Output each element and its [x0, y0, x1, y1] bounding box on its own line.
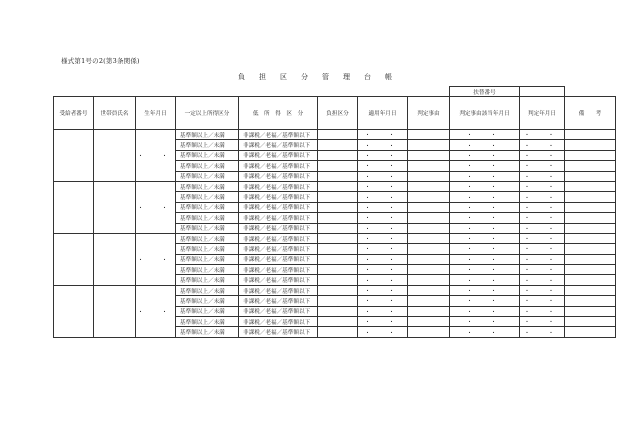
judgment-reason-cell[interactable]	[408, 202, 450, 212]
member-name-cell[interactable]	[94, 233, 136, 285]
page-title	[0, 72, 630, 82]
burden-category-cell[interactable]	[318, 213, 358, 223]
reason-date-cell[interactable]: ・ ・	[450, 161, 520, 171]
recipient-number-cell[interactable]	[54, 181, 94, 233]
applicable-date-cell[interactable]: ・ ・	[358, 296, 408, 306]
low-income-category-cell[interactable]: 非課税／老福／基準額以下	[239, 150, 318, 160]
column-header: 判定年月日	[520, 97, 565, 130]
judgment-date-cell[interactable]: ・ ・	[520, 265, 565, 275]
burden-category-cell[interactable]	[318, 171, 358, 181]
reason-date-cell[interactable]: ・ ・	[450, 223, 520, 233]
column-header: 世帯員氏名	[94, 97, 136, 130]
low-income-category-cell[interactable]: 非課税／老福／基準額以下	[239, 181, 318, 191]
low-income-category-cell[interactable]: 非課税／老福／基準額以下	[239, 233, 318, 243]
burden-category-cell[interactable]	[318, 265, 358, 275]
judgment-date-cell[interactable]: ・ ・	[520, 244, 565, 254]
remarks-cell[interactable]	[565, 202, 616, 212]
burden-category-cell[interactable]	[318, 181, 358, 191]
income-category-cell[interactable]: 基準額以上／未満	[176, 150, 239, 160]
applicable-date-cell[interactable]: ・ ・	[358, 306, 408, 316]
title-char: 区	[280, 73, 287, 81]
income-category-cell[interactable]: 基準額以上／未満	[176, 327, 239, 337]
judgment-date-cell[interactable]: ・ ・	[520, 317, 565, 327]
judgment-reason-cell[interactable]	[408, 327, 450, 337]
recipient-number-cell[interactable]	[54, 130, 94, 182]
judgment-date-cell[interactable]: ・ ・	[520, 327, 565, 337]
income-category-cell[interactable]: 基準額以上／未満	[176, 254, 239, 264]
reason-date-cell[interactable]: ・ ・	[450, 306, 520, 316]
judgment-date-cell[interactable]: ・ ・	[520, 161, 565, 171]
reason-date-cell[interactable]: ・ ・	[450, 150, 520, 160]
ledger-table	[53, 86, 616, 338]
reason-date-cell[interactable]: ・ ・	[450, 130, 520, 140]
column-header: 判定事由該当年月日	[450, 97, 520, 130]
member-name-cell[interactable]	[94, 285, 136, 337]
judgment-date-cell[interactable]: ・ ・	[520, 130, 565, 140]
judgment-reason-cell[interactable]	[408, 254, 450, 264]
low-income-category-cell[interactable]: 非課税／老福／基準額以下	[239, 223, 318, 233]
income-category-cell[interactable]: 基準額以上／未満	[176, 285, 239, 295]
reason-date-cell[interactable]: ・ ・	[450, 181, 520, 191]
burden-category-cell[interactable]	[318, 317, 358, 327]
income-category-cell[interactable]: 基準額以上／未満	[176, 213, 239, 223]
judgment-reason-cell[interactable]	[408, 244, 450, 254]
remarks-cell[interactable]	[565, 244, 616, 254]
table-row	[54, 130, 616, 140]
low-income-category-cell[interactable]: 非課税／老福／基準額以下	[239, 285, 318, 295]
judgment-date-cell[interactable]: ・ ・	[520, 285, 565, 295]
remarks-cell[interactable]	[565, 140, 616, 150]
applicable-date-cell[interactable]: ・ ・	[358, 192, 408, 202]
income-category-cell[interactable]: 基準額以上／未満	[176, 192, 239, 202]
remarks-cell[interactable]	[565, 213, 616, 223]
title-char: 管	[322, 73, 329, 81]
burden-category-cell[interactable]	[318, 233, 358, 243]
income-category-cell[interactable]: 基準額以上／未満	[176, 306, 239, 316]
applicable-date-cell[interactable]: ・ ・	[358, 161, 408, 171]
burden-category-cell[interactable]	[318, 254, 358, 264]
judgment-reason-cell[interactable]	[408, 140, 450, 150]
judgment-reason-cell[interactable]	[408, 233, 450, 243]
income-category-cell[interactable]: 基準額以上／未満	[176, 275, 239, 285]
judgment-date-cell[interactable]: ・ ・	[520, 233, 565, 243]
remarks-cell[interactable]	[565, 192, 616, 202]
remarks-cell[interactable]	[565, 327, 616, 337]
title-char: 分	[301, 73, 308, 81]
column-header: 一定以上所得区分	[176, 97, 239, 130]
judgment-reason-cell[interactable]	[408, 306, 450, 316]
judgment-reason-cell[interactable]	[408, 223, 450, 233]
judgment-reason-cell[interactable]	[408, 213, 450, 223]
table-row	[54, 285, 616, 295]
applicable-date-cell[interactable]: ・ ・	[358, 181, 408, 191]
burden-category-cell[interactable]	[318, 223, 358, 233]
income-category-cell[interactable]: 基準額以上／未満	[176, 244, 239, 254]
judgment-reason-cell[interactable]	[408, 130, 450, 140]
income-category-cell[interactable]: 基準額以上／未満	[176, 140, 239, 150]
reason-date-cell[interactable]: ・ ・	[450, 265, 520, 275]
judgment-reason-cell[interactable]	[408, 296, 450, 306]
reason-date-cell[interactable]: ・ ・	[450, 192, 520, 202]
applicable-date-cell[interactable]: ・ ・	[358, 213, 408, 223]
title-char: 負	[238, 73, 245, 81]
judgment-reason-cell[interactable]	[408, 275, 450, 285]
applicable-date-cell[interactable]: ・ ・	[358, 265, 408, 275]
birthdate-cell[interactable]: ・ ・	[136, 130, 176, 182]
income-category-cell[interactable]: 基準額以上／未満	[176, 130, 239, 140]
judgment-date-cell[interactable]: ・ ・	[520, 254, 565, 264]
applicable-date-cell[interactable]: ・ ・	[358, 275, 408, 285]
low-income-category-cell[interactable]: 非課税／老福／基準額以下	[239, 244, 318, 254]
burden-category-cell[interactable]	[318, 202, 358, 212]
income-category-cell[interactable]: 基準額以上／未満	[176, 202, 239, 212]
reason-date-cell[interactable]: ・ ・	[450, 296, 520, 306]
title-char: 担	[259, 73, 266, 81]
judgment-reason-cell[interactable]	[408, 181, 450, 191]
low-income-category-cell[interactable]: 非課税／老福／基準額以下	[239, 254, 318, 264]
income-category-cell[interactable]: 基準額以上／未満	[176, 233, 239, 243]
remarks-cell[interactable]	[565, 265, 616, 275]
judgment-date-cell[interactable]: ・ ・	[520, 202, 565, 212]
income-category-cell[interactable]: 基準額以上／未満	[176, 265, 239, 275]
judgment-reason-cell[interactable]	[408, 171, 450, 181]
low-income-category-cell[interactable]: 非課税／老福／基準額以下	[239, 171, 318, 181]
remarks-cell[interactable]	[565, 150, 616, 160]
low-income-category-cell[interactable]: 非課税／老福／基準額以下	[239, 327, 318, 337]
burden-category-cell[interactable]	[318, 192, 358, 202]
table-row	[54, 233, 616, 243]
member-name-cell[interactable]	[94, 130, 136, 182]
applicable-date-cell[interactable]: ・ ・	[358, 317, 408, 327]
judgment-date-cell[interactable]: ・ ・	[520, 223, 565, 233]
birthdate-cell[interactable]: ・ ・	[136, 285, 176, 337]
remarks-cell[interactable]	[565, 317, 616, 327]
applicable-date-cell[interactable]: ・ ・	[358, 130, 408, 140]
low-income-category-cell[interactable]: 非課税／老福／基準額以下	[239, 213, 318, 223]
burden-category-cell[interactable]	[318, 275, 358, 285]
remarks-cell[interactable]	[565, 171, 616, 181]
reason-date-cell[interactable]: ・ ・	[450, 317, 520, 327]
applicable-date-cell[interactable]: ・ ・	[358, 140, 408, 150]
burden-category-cell[interactable]	[318, 244, 358, 254]
remarks-cell[interactable]	[565, 233, 616, 243]
applicable-date-cell[interactable]: ・ ・	[358, 327, 408, 337]
reason-date-cell[interactable]: ・ ・	[450, 327, 520, 337]
low-income-category-cell[interactable]: 非課税／老福／基準額以下	[239, 192, 318, 202]
applicable-date-cell[interactable]: ・ ・	[358, 150, 408, 160]
judgment-date-cell[interactable]: ・ ・	[520, 306, 565, 316]
column-header: 備 考	[565, 97, 616, 130]
furikae-label: 扶替番号	[450, 87, 520, 97]
judgment-reason-cell[interactable]	[408, 265, 450, 275]
income-category-cell[interactable]: 基準額以上／未満	[176, 181, 239, 191]
remarks-cell[interactable]	[565, 130, 616, 140]
income-category-cell[interactable]: 基準額以上／未満	[176, 223, 239, 233]
remarks-cell[interactable]	[565, 285, 616, 295]
low-income-category-cell[interactable]: 非課税／老福／基準額以下	[239, 317, 318, 327]
burden-category-cell[interactable]	[318, 130, 358, 140]
reason-date-cell[interactable]: ・ ・	[450, 254, 520, 264]
judgment-reason-cell[interactable]	[408, 192, 450, 202]
burden-category-cell[interactable]	[318, 161, 358, 171]
applicable-date-cell[interactable]: ・ ・	[358, 202, 408, 212]
column-header: 低 所 得 区 分	[239, 97, 318, 130]
title-char: 帳	[385, 73, 392, 81]
burden-category-cell[interactable]	[318, 140, 358, 150]
judgment-date-cell[interactable]: ・ ・	[520, 150, 565, 160]
reason-date-cell[interactable]: ・ ・	[450, 140, 520, 150]
remarks-cell[interactable]	[565, 223, 616, 233]
column-header: 受給者番号	[54, 97, 94, 130]
burden-category-cell[interactable]	[318, 306, 358, 316]
judgment-reason-cell[interactable]	[408, 285, 450, 295]
income-category-cell[interactable]: 基準額以上／未満	[176, 161, 239, 171]
reason-date-cell[interactable]: ・ ・	[450, 244, 520, 254]
table-row	[54, 181, 616, 191]
reason-date-cell[interactable]: ・ ・	[450, 213, 520, 223]
income-category-cell[interactable]: 基準額以上／未満	[176, 171, 239, 181]
title-char: 理	[343, 73, 350, 81]
birthdate-cell[interactable]: ・ ・	[136, 233, 176, 285]
low-income-category-cell[interactable]: 非課税／老福／基準額以下	[239, 275, 318, 285]
title-char: 台	[364, 73, 371, 81]
applicable-date-cell[interactable]: ・ ・	[358, 285, 408, 295]
birthdate-cell[interactable]: ・ ・	[136, 181, 176, 233]
column-header: 生年月日	[136, 97, 176, 130]
reason-date-cell[interactable]: ・ ・	[450, 285, 520, 295]
remarks-cell[interactable]	[565, 161, 616, 171]
judgment-date-cell[interactable]: ・ ・	[520, 296, 565, 306]
low-income-category-cell[interactable]: 非課税／老福／基準額以下	[239, 296, 318, 306]
low-income-category-cell[interactable]: 非課税／老福／基準額以下	[239, 265, 318, 275]
judgment-date-cell[interactable]: ・ ・	[520, 171, 565, 181]
applicable-date-cell[interactable]: ・ ・	[358, 223, 408, 233]
low-income-category-cell[interactable]: 非課税／老福／基準額以下	[239, 130, 318, 140]
column-header: 負担区分	[318, 97, 358, 130]
burden-category-cell[interactable]	[318, 285, 358, 295]
recipient-number-cell[interactable]	[54, 285, 94, 337]
applicable-date-cell[interactable]: ・ ・	[358, 171, 408, 181]
low-income-category-cell[interactable]: 非課税／老福／基準額以下	[239, 140, 318, 150]
recipient-number-cell[interactable]	[54, 233, 94, 285]
judgment-reason-cell[interactable]	[408, 161, 450, 171]
form-caption: 様式第1号の2(第3条関係)	[61, 57, 140, 65]
low-income-category-cell[interactable]: 非課税／老福／基準額以下	[239, 306, 318, 316]
judgment-date-cell[interactable]: ・ ・	[520, 181, 565, 191]
burden-category-cell[interactable]	[318, 150, 358, 160]
low-income-category-cell[interactable]: 非課税／老福／基準額以下	[239, 161, 318, 171]
remarks-cell[interactable]	[565, 306, 616, 316]
applicable-date-cell[interactable]: ・ ・	[358, 233, 408, 243]
low-income-category-cell[interactable]: 非課税／老福／基準額以下	[239, 202, 318, 212]
remarks-cell[interactable]	[565, 181, 616, 191]
remarks-cell[interactable]	[565, 254, 616, 264]
judgment-date-cell[interactable]: ・ ・	[520, 140, 565, 150]
column-header: 適用年月日	[358, 97, 408, 130]
member-name-cell[interactable]	[94, 181, 136, 233]
judgment-date-cell[interactable]: ・ ・	[520, 275, 565, 285]
judgment-date-cell[interactable]: ・ ・	[520, 192, 565, 202]
remarks-cell[interactable]	[565, 296, 616, 306]
applicable-date-cell[interactable]: ・ ・	[358, 254, 408, 264]
judgment-reason-cell[interactable]	[408, 317, 450, 327]
column-header: 判定事由	[408, 97, 450, 130]
burden-category-cell[interactable]	[318, 327, 358, 337]
reason-date-cell[interactable]: ・ ・	[450, 275, 520, 285]
judgment-reason-cell[interactable]	[408, 150, 450, 160]
income-category-cell[interactable]: 基準額以上／未満	[176, 296, 239, 306]
reason-date-cell[interactable]: ・ ・	[450, 233, 520, 243]
judgment-date-cell[interactable]: ・ ・	[520, 213, 565, 223]
burden-category-cell[interactable]	[318, 296, 358, 306]
applicable-date-cell[interactable]: ・ ・	[358, 244, 408, 254]
remarks-cell[interactable]	[565, 275, 616, 285]
reason-date-cell[interactable]: ・ ・	[450, 202, 520, 212]
reason-date-cell[interactable]: ・ ・	[450, 171, 520, 181]
income-category-cell[interactable]: 基準額以上／未満	[176, 317, 239, 327]
